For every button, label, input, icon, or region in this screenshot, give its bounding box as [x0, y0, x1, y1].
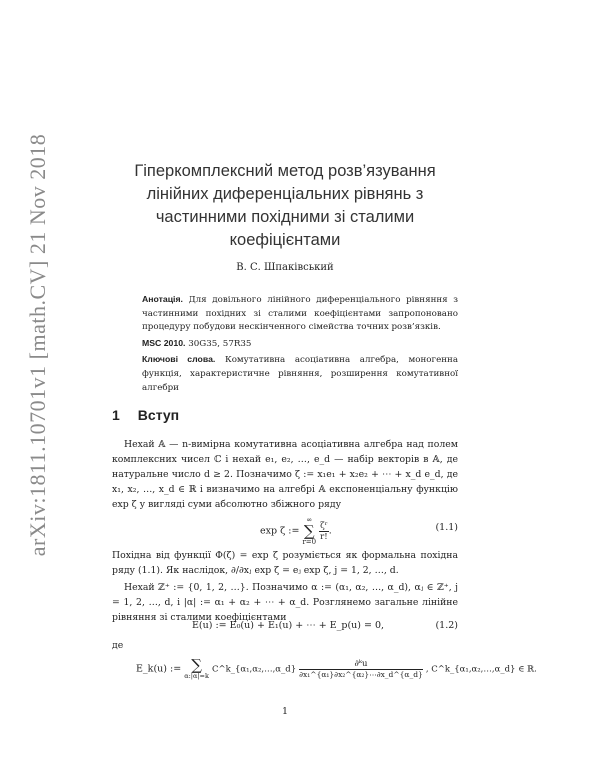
fraction-denominator: r!: [320, 531, 328, 542]
section-title: Вступ: [137, 407, 180, 423]
section-number: 1: [112, 407, 120, 423]
title-line: лінійних диференціальних рівнянь з: [146, 185, 424, 203]
sum-upper: ∞: [306, 516, 313, 524]
paragraph-text: Нехай ℤ⁺ := {0, 1, 2, …}. Позначимо α := (α₁, α₂, …, α_d), αⱼ ∈ ℤ⁺, j = 1, 2, …, d, і |α| := α₁ + α₂ + ⋯ + α_d. Розглянемо загальне лінійне рівняння зі сталими коефіцієнтами: [112, 582, 458, 623]
eq-lhs: exp ζ :=: [260, 525, 303, 537]
msc-text: 30G35, 57R35: [188, 338, 252, 349]
equation-body: [260, 516, 332, 546]
arxiv-identifier: arXiv:1811.10701v1 [math.CV] 21 Nov 2018: [25, 133, 50, 557]
intro-paragraph-1: [112, 437, 458, 512]
sum-lower: α:|α|=k: [184, 672, 209, 680]
paragraph-text: Нехай 𝔸 — n-вимірна комутативна асоціативна алгебра над полем комплексних чисел ℂ і нехай e₁, e₂, …, e_d — набір векторів в 𝔸, де натуральне число d ≥ 2. Позначимо ζ := x₁e₁ + x₂e₂ + ⋯ + x_d e_d, де x₁, x₂, …, x_d ∈ ℝ і визначимо на алгебрі 𝔸 експоненціальну функцію exp ζ у вигляді суми абсолютно збіжного ряду: [112, 439, 458, 510]
equation-1-2: [112, 620, 458, 636]
fraction-numerator: ∂ᵏu: [299, 659, 423, 670]
keywords-text: Комутативна асоціативна алгебра, моногенна функція, характеристичне рівняння, розширення комутативної алгебри: [142, 355, 458, 393]
equation-body: [136, 658, 537, 680]
eq-tail: .: [328, 525, 332, 537]
keywords-paragraph: [142, 353, 458, 395]
sum-symbol: ∑ α:|α|=k: [184, 656, 209, 680]
where-text: де: [112, 640, 124, 651]
eq-fraction: [299, 659, 423, 679]
title-line: Гіперкомплексний метод розв’язування: [134, 162, 436, 180]
equation-1-1: [112, 510, 458, 546]
keywords-label: Ключові слова.: [142, 354, 216, 365]
eq-tail: , C^k_{α₁,α₂,…,α_d} ∈ ℝ.: [425, 664, 537, 675]
coefficient: C^k_{α₁,α₂,…,α_d}: [211, 664, 297, 675]
author-name: В. С. Шпаківський: [236, 262, 334, 273]
abstract-paragraph: [142, 293, 458, 335]
abstract-label: Анотація.: [142, 294, 183, 304]
equation-number: (1.1): [435, 522, 458, 533]
msc-paragraph: [142, 337, 458, 352]
eq-fraction: [319, 521, 329, 542]
intro-paragraph-2: [112, 548, 458, 578]
paper-title: [112, 160, 458, 252]
fraction-numerator: ζʳ: [320, 520, 328, 531]
msc-label: MSC 2010.: [142, 337, 186, 348]
page-number: 1: [281, 706, 289, 717]
intro-paragraph-3: [112, 580, 458, 625]
abstract-text: Для довільного лінійного диференціального рівняння з частинними похідних зі сталими коефіцієнтами запропоновано процедуру побудови нескінченного сімейства точних розв’язків.: [142, 295, 458, 333]
title-line: коефіцієнтами: [229, 231, 341, 249]
sum-lower: r=0: [302, 538, 317, 546]
title-line: частинними похідними зі сталими: [155, 208, 415, 226]
fraction-denominator: ∂x₁^{α₁}∂x₂^{α₂}⋯∂x_d^{α_d}: [299, 670, 423, 679]
paragraph-text: Похідна від функції Φ(ζ) = exp ζ розуміється як формальна похідна ряду (1.1). Як наслідок, ∂/∂xⱼ exp ζ = eⱼ exp ζ, j = 1, 2, …, d.: [112, 550, 458, 576]
abstract-block: [142, 293, 458, 395]
equation-ek: [112, 652, 537, 692]
section-heading: [112, 407, 179, 423]
equation-body: E(u) := E₀(u) + E₁(u) + ⋯ + E_p(u) = 0,: [192, 620, 385, 631]
equation-number: (1.2): [435, 620, 458, 631]
eq-lhs: E_k(u) :=: [136, 663, 185, 675]
arxiv-sidebar: [18, 135, 58, 555]
sum-symbol: ∞ ∑ r=0: [302, 516, 317, 546]
